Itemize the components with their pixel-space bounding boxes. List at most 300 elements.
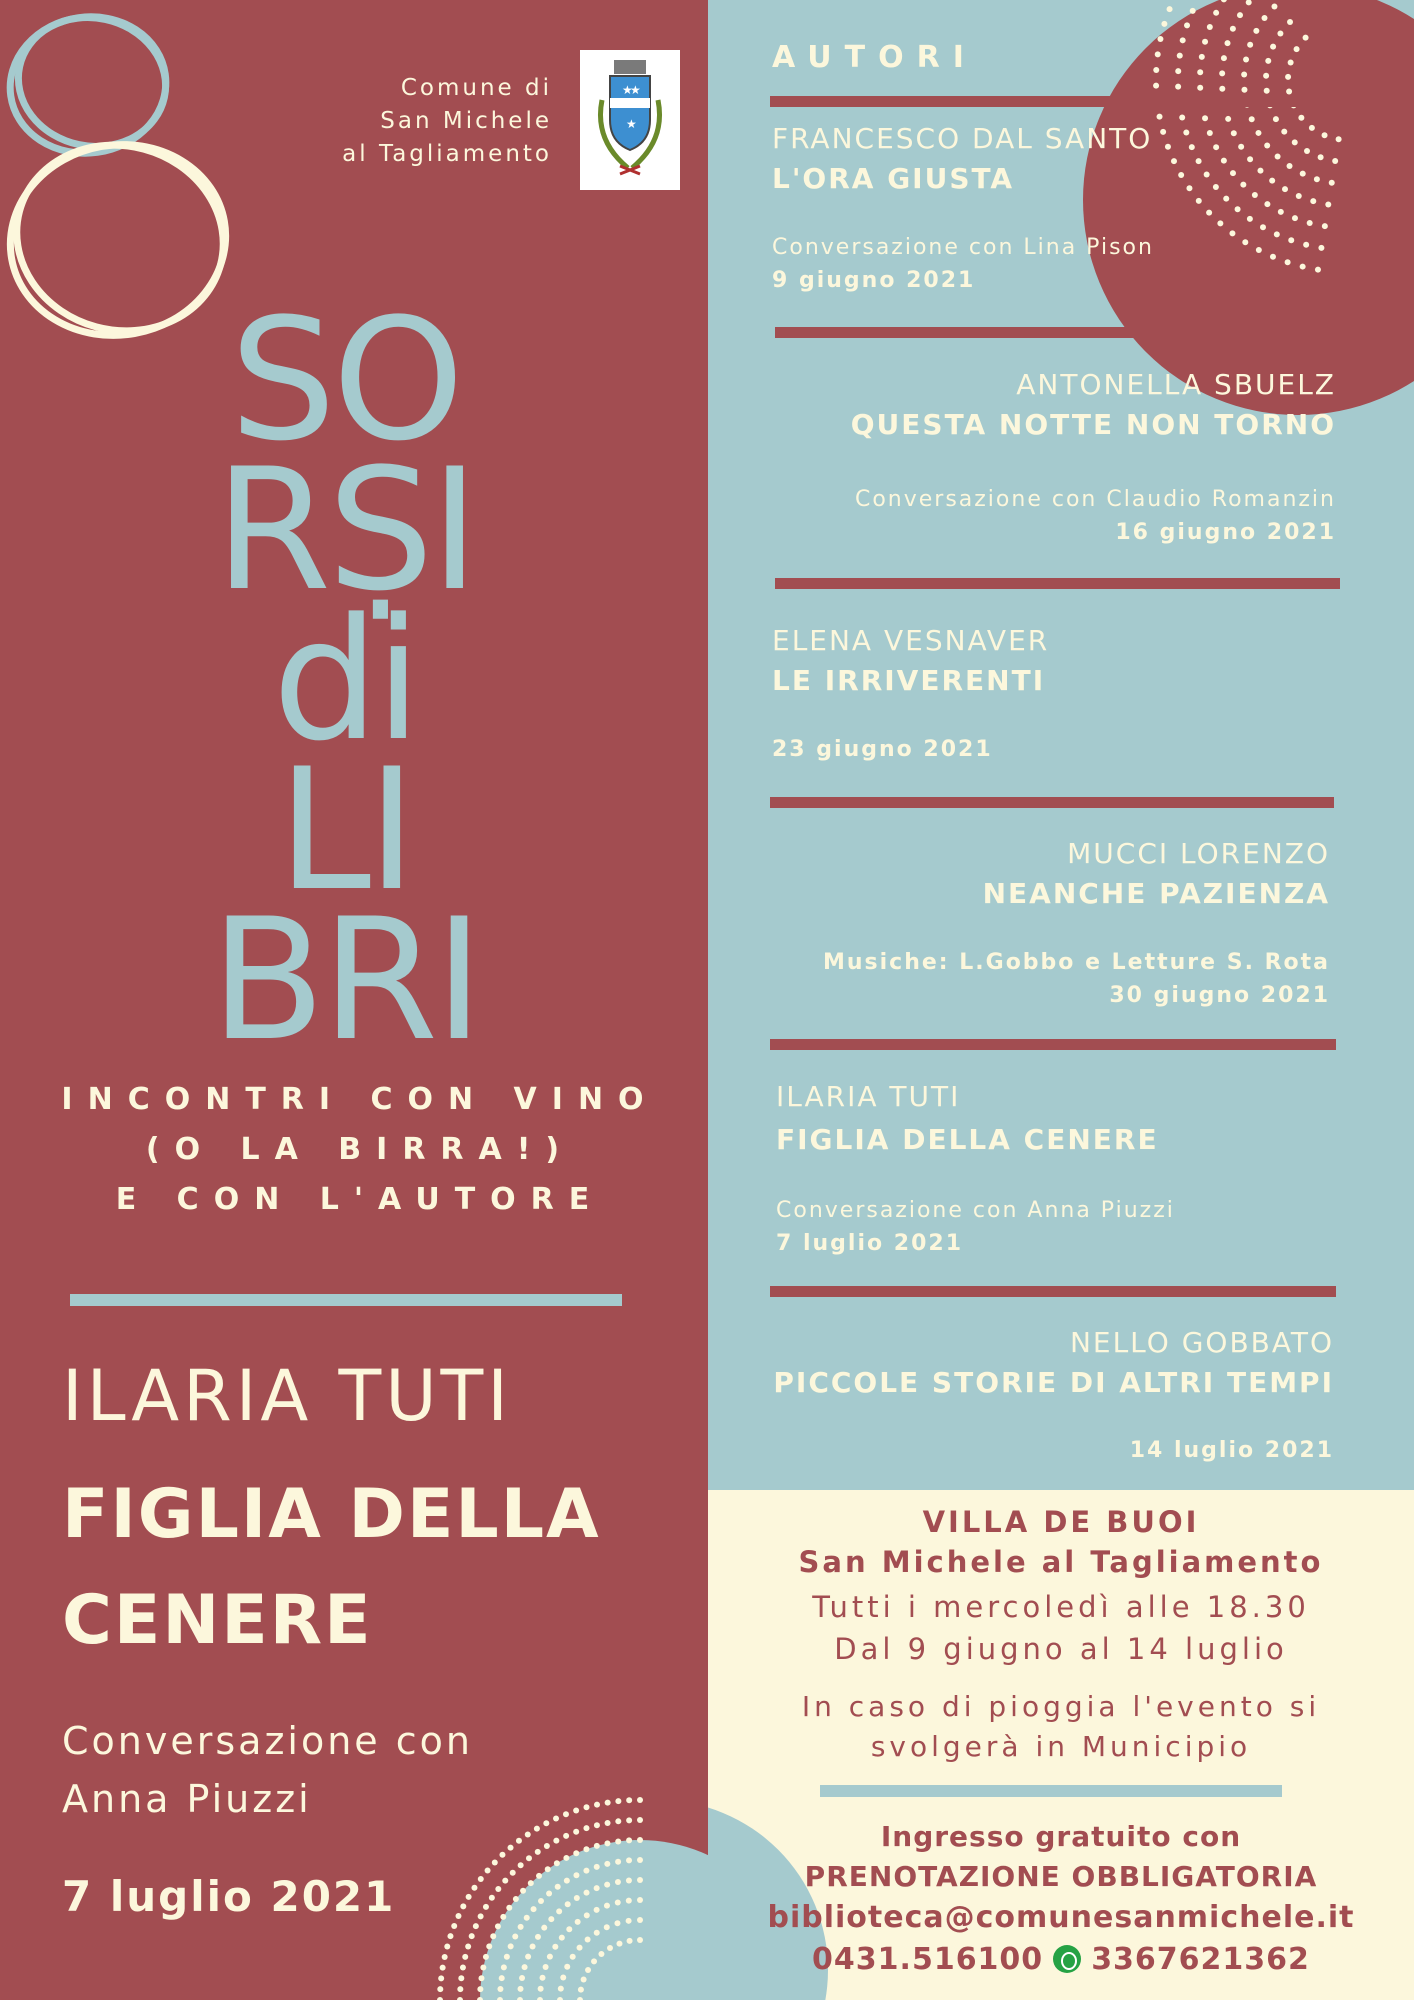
- decor-dot: [1179, 115, 1185, 121]
- decor-dot: [1249, 116, 1255, 122]
- decor-rings: [0, 0, 240, 360]
- decor-dot: [1167, 6, 1173, 12]
- decor-dot: [604, 1861, 610, 1867]
- decor-dot: [585, 1937, 591, 1943]
- decor-dot: [1292, 215, 1298, 221]
- decor-dot: [500, 1914, 506, 1920]
- svg-text:★: ★: [626, 117, 637, 131]
- decor-dot: [637, 1837, 643, 1843]
- decor-dot: [1175, 68, 1181, 74]
- decor-dot: [1219, 86, 1225, 92]
- decor-dot: [1238, 144, 1244, 150]
- decor-dot: [1202, 39, 1208, 45]
- venue-town: San Michele al Tagliamento: [798, 1545, 1324, 1579]
- decor-dot: [1292, 139, 1298, 145]
- decor-dot: [486, 1943, 492, 1949]
- decor-dot: [556, 1908, 562, 1914]
- decor-dot: [637, 1937, 643, 1943]
- decor-dot: [1155, 51, 1161, 57]
- decor-dot: [1264, 88, 1270, 94]
- decor-dot: [1309, 125, 1315, 131]
- event-2-author: ANTONELLA SBUELZ: [1016, 368, 1336, 401]
- decor-dot: [1285, 74, 1291, 80]
- decor-dot: [1318, 154, 1324, 160]
- decor-dot: [626, 1837, 632, 1843]
- decor-dot: [1275, 154, 1281, 160]
- decor-dot: [637, 1897, 643, 1903]
- decor-dot: [1325, 201, 1331, 207]
- decor-dot: [1298, 115, 1304, 121]
- decor-dot: [1183, 130, 1189, 136]
- decor-dot: [442, 1954, 448, 1960]
- decor-dot: [1184, 22, 1190, 28]
- decor-dot: [627, 1938, 633, 1944]
- event-rule: [770, 797, 1334, 808]
- booking-line1: Ingresso gratuito con: [880, 1820, 1242, 1853]
- decor-dot: [615, 1900, 621, 1906]
- decor-dot: [1157, 114, 1163, 120]
- decor-dot: [1177, 53, 1183, 59]
- decor-dot: [540, 1975, 546, 1981]
- decor-dot: [1230, 26, 1236, 32]
- decor-dot: [563, 1833, 569, 1839]
- decor-dot: [483, 1954, 489, 1960]
- decor-dot: [1322, 223, 1328, 229]
- decor-dot: [1235, 206, 1241, 212]
- decor-dot: [1270, 44, 1276, 50]
- decor-dot: [1257, 168, 1263, 174]
- decor-dot: [1161, 21, 1167, 27]
- decor-dot: [1287, 19, 1293, 25]
- venue-name: VILLA DE BUOI: [922, 1505, 1200, 1539]
- decor-dot: [1300, 171, 1306, 177]
- decor-dot: [512, 1933, 518, 1939]
- decor-dot: [525, 1831, 531, 1837]
- decor-dot: [518, 1924, 524, 1930]
- decor-dot: [440, 1965, 446, 1971]
- decor-dot: [581, 1976, 587, 1982]
- decor-dot: [1153, 83, 1159, 89]
- decor-dot: [457, 1986, 463, 1992]
- comune-line2: San Michele: [380, 108, 552, 134]
- decor-dot: [564, 1878, 570, 1884]
- decor-dot: [1213, 10, 1219, 16]
- decor-dot: [583, 1846, 589, 1852]
- cream-divider: [820, 1785, 1282, 1797]
- tagline: [40, 1075, 680, 1225]
- decor-dot: [541, 1925, 547, 1931]
- decor-dot: [497, 1986, 503, 1992]
- event-1-author: FRANCESCO DAL SANTO: [772, 122, 1153, 155]
- decor-dot: [1288, 59, 1294, 65]
- decor-dot: [1296, 193, 1302, 199]
- whatsapp-icon: [1053, 1945, 1081, 1973]
- decor-dot: [460, 1965, 466, 1971]
- decor-dot: [525, 1954, 531, 1960]
- decor-dot: [1282, 186, 1288, 192]
- decor-dot: [1262, 15, 1268, 21]
- decor-dot: [1318, 245, 1324, 251]
- decor-dot: [594, 1907, 600, 1913]
- decor-dot: [478, 1876, 484, 1882]
- decor-dot: [1189, 144, 1195, 150]
- decor-dot: [535, 1934, 541, 1940]
- decor-dot: [1300, 264, 1306, 270]
- rain-note-line2: svolgerà in Municipio: [870, 1730, 1252, 1763]
- venue-time: Tutti i mercoledì alle 18.30: [812, 1590, 1310, 1624]
- event-2-book: QUESTA NOTTE NON TORNO: [850, 408, 1336, 441]
- decor-dot: [1180, 37, 1186, 43]
- event-6-book: PICCOLE STORIE DI ALTRI TEMPI: [773, 1366, 1334, 1399]
- decor-dot: [1263, 73, 1269, 79]
- decor-dot: [1231, 130, 1237, 136]
- decor-dot: [626, 1857, 632, 1863]
- decor-dot: [513, 1896, 519, 1902]
- event-1-date: 9 giugno 2021: [772, 268, 976, 293]
- decor-dot: [1274, 231, 1280, 237]
- decor-dot: [584, 1912, 590, 1918]
- decor-dot: [1237, 12, 1243, 18]
- decor-dot: [506, 1905, 512, 1911]
- decor-dot: [1322, 132, 1328, 138]
- decor-dot: [626, 1898, 632, 1904]
- decor-dot: [1171, 158, 1177, 164]
- decor-dot: [1264, 201, 1270, 207]
- featured-conversation: [62, 1712, 662, 1828]
- decor-dot: [1270, 254, 1276, 260]
- decor-dot: [485, 1868, 491, 1874]
- decor-dot: [469, 1933, 475, 1939]
- decor-dot: [437, 1986, 443, 1992]
- decor-dot: [607, 1945, 613, 1951]
- decor-dot: [548, 1916, 554, 1922]
- decor-dot: [1230, 170, 1236, 176]
- decor-dot: [616, 1941, 622, 1947]
- decor-dot: [458, 1975, 464, 1981]
- decor-dot: [1202, 115, 1208, 121]
- decor-dot: [451, 1923, 457, 1929]
- svg-text:★: ★: [622, 83, 633, 97]
- decor-dot: [483, 1904, 489, 1910]
- decor-dot: [501, 1964, 507, 1970]
- decor-dot: [531, 1906, 537, 1912]
- event-2-date: 16 giugno 2021: [1115, 520, 1336, 545]
- decor-dot: [1264, 142, 1270, 148]
- decor-dot: [1307, 220, 1313, 226]
- decor-dot: [1207, 24, 1213, 30]
- decor-dot: [1213, 184, 1219, 190]
- featured-title-line2: CENERE: [62, 1581, 373, 1660]
- tagline-line1: INCONTRI CON VINO: [61, 1082, 659, 1117]
- event-rule: [770, 1039, 1336, 1050]
- decor-dot: [637, 1877, 643, 1883]
- decor-dot: [438, 1975, 444, 1981]
- decor-dot: [626, 1878, 632, 1884]
- decor-dot: [492, 1859, 498, 1865]
- event-5-book: FIGLIA DELLA CENERE: [776, 1123, 1159, 1156]
- title-line2: RṢI: [214, 432, 476, 628]
- decor-dot: [495, 1923, 501, 1929]
- decor-dot: [1255, 130, 1261, 136]
- tagline-line3: E CON L'AUTORE: [115, 1182, 605, 1217]
- decor-dot: [1286, 88, 1292, 94]
- decor-dot: [510, 1870, 516, 1876]
- decor-dot: [1241, 72, 1247, 78]
- decor-dot: [1160, 129, 1166, 135]
- decor-dot: [1285, 259, 1291, 265]
- decor-dot: [547, 1954, 553, 1960]
- decor-dot: [1247, 42, 1253, 48]
- decor-dot: [614, 1920, 620, 1926]
- decor-dot: [559, 1935, 565, 1941]
- decor-dot: [1241, 87, 1247, 93]
- decor-dot: [1243, 56, 1249, 62]
- decor-dot: [1265, 58, 1271, 64]
- title-line1: SO: [229, 282, 461, 478]
- decor-dot: [1332, 158, 1338, 164]
- decor-dot: [1278, 209, 1284, 215]
- decor-dot: [626, 1918, 632, 1924]
- decor-dot: [444, 1943, 450, 1949]
- featured-date: 7 luglio 2021: [62, 1872, 396, 1921]
- tagline-line2: (O LA BIRRA!): [145, 1132, 575, 1167]
- comune-label: [252, 72, 552, 171]
- decor-dot: [615, 1859, 621, 1865]
- decor-dot: [598, 1951, 604, 1957]
- decor-dot: [591, 1958, 597, 1964]
- decor-dot: [502, 1878, 508, 1884]
- decor-dot: [1240, 182, 1246, 188]
- decor-dot: [615, 1838, 621, 1844]
- decor-dot: [471, 1885, 477, 1891]
- decor-dot: [1204, 171, 1210, 177]
- decor-dot: [1247, 156, 1253, 162]
- decor-dot: [518, 1862, 524, 1868]
- decor-dot: [1277, 31, 1283, 37]
- title-line3: di: [272, 582, 418, 778]
- event-5-note: Conversazione con Anna Piuzzi: [776, 1198, 1175, 1223]
- decor-dot: [594, 1864, 600, 1870]
- municipal-crest-icon: [580, 50, 680, 190]
- decor-dot: [1329, 180, 1335, 186]
- decor-dot: [1157, 36, 1163, 42]
- decor-dot: [473, 1923, 479, 1929]
- decor-dot: [1175, 84, 1181, 90]
- decor-dot: [495, 1886, 501, 1892]
- event-3-book: LE IRRIVERENTI: [772, 664, 1046, 697]
- decor-dot: [604, 1840, 610, 1846]
- decor-dot: [526, 1855, 532, 1861]
- decor-dot: [594, 1843, 600, 1849]
- event-rule: [775, 578, 1340, 589]
- event-rule: [770, 96, 1330, 107]
- decor-dot: [1213, 144, 1219, 150]
- decor-dot: [1287, 163, 1293, 169]
- decor-dot: [566, 1926, 572, 1932]
- decor-dot: [1288, 237, 1294, 243]
- event-3-author: ELENA VESNAVER: [772, 624, 1050, 657]
- decor-dot: [594, 1930, 600, 1936]
- decor-dot: [564, 1964, 570, 1970]
- event-6-date: 14 luglio 2021: [1129, 1438, 1334, 1463]
- decor-dot: [552, 1944, 558, 1950]
- featured-title-line1: FIGLIA DELLA: [62, 1475, 601, 1554]
- decor-dot: [1336, 136, 1342, 142]
- decor-dot: [1242, 239, 1248, 245]
- decor-dot: [1314, 176, 1320, 182]
- decor-dot: [499, 1975, 505, 1981]
- decor-dot: [462, 1954, 468, 1960]
- decor-dot: [575, 1919, 581, 1925]
- event-rule: [775, 327, 1340, 338]
- svg-text:★: ★: [630, 83, 641, 97]
- decor-dot: [538, 1898, 544, 1904]
- decor-dot: [1225, 40, 1231, 46]
- decor-dot: [594, 1885, 600, 1891]
- decor-dot: [558, 1986, 564, 1992]
- decor-dot: [1247, 216, 1253, 222]
- event-5-date: 7 luglio 2021: [776, 1231, 964, 1256]
- venue-dates: Dal 9 giugno al 14 luglio: [834, 1632, 1288, 1666]
- comune-line3: al Tagliamento: [342, 141, 552, 167]
- decor-dot: [573, 1829, 579, 1835]
- decor-dot: [519, 1975, 525, 1981]
- decor-dot: [480, 1964, 486, 1970]
- event-4-book: NEANCHE PAZIENZA: [982, 877, 1330, 910]
- decor-dot: [1178, 172, 1184, 178]
- decor-dot: [1190, 8, 1196, 14]
- booking-line2: PRENOTAZIONE OBBLIGATORIA: [804, 1860, 1318, 1893]
- decor-dot: [465, 1943, 471, 1949]
- title-line4: LI: [277, 732, 413, 928]
- decor-dot: [1310, 198, 1316, 204]
- decor-dot: [489, 1895, 495, 1901]
- decor-dot: [555, 1884, 561, 1890]
- event-3-date: 23 giugno 2021: [772, 737, 993, 762]
- event-5-author: ILARIA TUTI: [776, 1080, 961, 1113]
- decor-dot: [478, 1913, 484, 1919]
- decor-dot: [1303, 242, 1309, 248]
- decor-dot: [1219, 70, 1225, 76]
- featured-conv-line1: Conversazione con: [62, 1719, 473, 1763]
- decor-dot: [1229, 230, 1235, 236]
- decor-dot: [604, 1882, 610, 1888]
- decor-dot: [1252, 192, 1258, 198]
- decor-dot: [1271, 3, 1277, 9]
- decor-dot: [573, 1872, 579, 1878]
- decor-dot: [1225, 116, 1231, 122]
- decor-dot: [574, 1895, 580, 1901]
- event-1-note: Conversazione con Lina Pison: [772, 235, 1154, 260]
- decor-dot: [490, 1933, 496, 1939]
- decor-dot: [508, 1943, 514, 1949]
- decor-dot: [604, 1924, 610, 1930]
- decor-dot: [563, 1855, 569, 1861]
- featured-conv-line2: Anna Piuzzi: [62, 1777, 312, 1821]
- decor-dot: [637, 1857, 643, 1863]
- booking-email[interactable]: biblioteca@comunesanmichele.it: [767, 1900, 1355, 1935]
- decor-dot: [584, 1890, 590, 1896]
- decor-dot: [516, 1838, 522, 1844]
- decor-dot: [1273, 116, 1279, 122]
- decor-dot: [1196, 198, 1202, 204]
- phone-1[interactable]: 0431.516100: [812, 1942, 1044, 1977]
- left-divider: [70, 1294, 622, 1306]
- decor-dot: [1256, 247, 1262, 253]
- decor-dot: [1186, 185, 1192, 191]
- decor-dot: [1303, 35, 1309, 41]
- decor-dot: [604, 1903, 610, 1909]
- event-2-note: Conversazione con Claudio Romanzin: [854, 487, 1336, 512]
- decor-dot: [535, 1849, 541, 1855]
- event-rule: [770, 1286, 1336, 1297]
- decor-dot: [1294, 46, 1300, 52]
- decor-dot: [477, 1986, 483, 1992]
- decor-dot: [499, 1852, 505, 1858]
- event-4-author: MUCCI LORENZO: [1067, 837, 1330, 870]
- decor-dot: [524, 1915, 530, 1921]
- booking-phones: [708, 1942, 1414, 1977]
- decor-dot: [538, 1986, 544, 1992]
- decor-dot: [544, 1843, 550, 1849]
- decor-dot: [1207, 130, 1213, 136]
- decor-dot: [1153, 67, 1159, 73]
- decor-dot: [1197, 85, 1203, 91]
- decor-dot: [1221, 55, 1227, 61]
- title-line5: BRI: [210, 882, 480, 1078]
- decor-dot: [1304, 148, 1310, 154]
- decor-dot: [565, 1901, 571, 1907]
- decor-dot: [518, 1986, 524, 1992]
- decor-dot: [615, 1879, 621, 1885]
- decor-dot: [478, 1975, 484, 1981]
- decor-dot: [585, 1967, 591, 1973]
- decor-dot: [546, 1891, 552, 1897]
- decor-dot: [466, 1894, 472, 1900]
- event-1-book: L'ORA GIUSTA: [772, 162, 1015, 195]
- decor-dot: [1223, 196, 1229, 202]
- decor-dot: [573, 1850, 579, 1856]
- decor-dot: [504, 1954, 510, 1960]
- decor-dot: [545, 1866, 551, 1872]
- comune-line1: Comune di: [400, 75, 552, 101]
- decor-dot: [1197, 69, 1203, 75]
- decor-dot: [578, 1987, 584, 1993]
- decor-dot: [1199, 54, 1205, 60]
- decor-dot: [447, 1933, 453, 1939]
- decor-dot: [1269, 178, 1275, 184]
- event-4-date: 30 giugno 2021: [1109, 983, 1330, 1008]
- decor-dot: [528, 1880, 534, 1886]
- event-6-author: NELLO GOBBATO: [1069, 1326, 1334, 1359]
- featured-author: ILARIA TUTI: [62, 1355, 512, 1437]
- decor-dot: [1165, 144, 1171, 150]
- decor-dot: [1281, 129, 1287, 135]
- autori-heading: AUTORI: [772, 40, 977, 75]
- decor-dot: [530, 1944, 536, 1950]
- decor-dot: [460, 1903, 466, 1909]
- decor-dot: [560, 1974, 566, 1980]
- decor-dot: [1206, 210, 1212, 216]
- decor-dot: [520, 1888, 526, 1894]
- decor-dot: [570, 1954, 576, 1960]
- decor-dot: [1315, 267, 1321, 273]
- decor-dot: [1221, 158, 1227, 164]
- phone-2[interactable]: 3367621362: [1091, 1942, 1310, 1977]
- decor-dot: [1196, 158, 1202, 164]
- decor-dot: [455, 1913, 461, 1919]
- decor-dot: [522, 1964, 528, 1970]
